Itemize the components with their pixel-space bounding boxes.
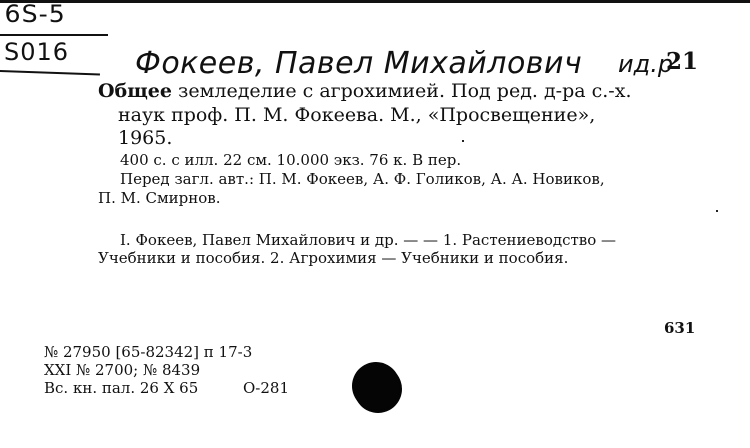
card-number: 631 [664, 319, 696, 337]
speck [462, 140, 464, 142]
underline-code-bottom [0, 70, 100, 75]
handwritten-suffix: ид.р [618, 50, 674, 78]
footer-line-2: XXI № 2700; № 8439 [44, 361, 201, 379]
handwritten-author: Фокеев, Павел Михайлович [135, 46, 583, 81]
speck [716, 210, 718, 212]
underline-code-top [0, 34, 108, 36]
title-bold-word: Общее [98, 80, 172, 102]
footer-code: О-281 [243, 379, 289, 397]
number-21: 21 [666, 48, 699, 75]
handwritten-code-bottom: S016 [4, 38, 70, 66]
footer-line-1: № 27950 [65-82342] п 17-3 [44, 343, 253, 361]
footer-line-3: Вс. кн. пал. 26 X 65 [44, 379, 199, 397]
title-rest: земледелие с агрохимией. Под ред. д-ра с.-х. [178, 80, 632, 102]
physical-description: 400 с. с илл. 22 см. 10.000 экз. 76 к. В пер. [120, 151, 462, 169]
tracings-line-2: Учебники и пособия. 2. Агрохимия — Учебники и пособия. [98, 249, 569, 267]
title-line-2: наук проф. П. М. Фокеева. М., «Просвещение», [118, 104, 596, 126]
ink-blot [352, 362, 400, 410]
tracings-line-1: I. Фокеев, Павел Михайлович и др. — — 1. Растениеводство — [120, 231, 617, 249]
authors-note-cont: П. М. Смирнов. [98, 189, 221, 207]
handwritten-code-top: 6S-5 [4, 0, 66, 28]
authors-note: Перед загл. авт.: П. М. Фокеев, А. Ф. Голиков, А. А. Новиков, [120, 170, 605, 188]
card-top-edge [0, 0, 750, 3]
title-line-1 [98, 80, 631, 102]
title-line-3: 1965. [118, 127, 173, 149]
